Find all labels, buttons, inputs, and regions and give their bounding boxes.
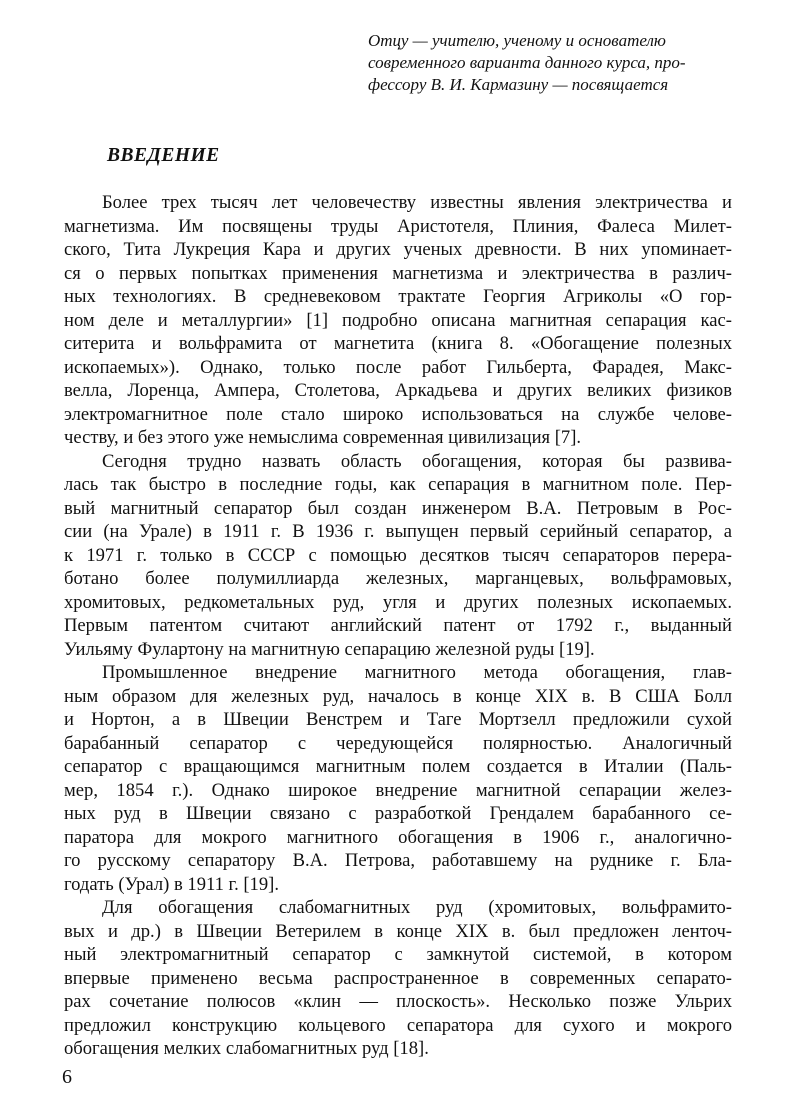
section-heading: ВВЕДЕНИЕ [107,145,220,166]
paragraph [64,450,732,662]
paragraph [64,896,732,1061]
text-line: сии (на Урале) в 1911 г. В 1936 г. выпущен первый серийный сепаратор, а [64,521,732,542]
paragraph [64,191,732,450]
text-line: электромагнитное поле стало широко использоваться на службе челове- [64,403,732,425]
body-text [64,191,732,1061]
dedication-line: Отцу — учителю, ученому и основателю [368,31,666,50]
text-line: предложил конструкцию кольцевого сепаратора для сухого и мокрого [64,1014,732,1036]
dedication-line: фессору В. И. Кармазину — посвящается [368,75,669,94]
text-line: честву, и без этого уже немыслима современная цивилизация [7]. [64,427,582,448]
text-line: годать (Урал) в 1911 г. [19]. [64,873,279,895]
text-line: ботано более полумиллиарда железных, марганцевых, вольфрамовых, [64,568,732,589]
text-line: ископаемых»). Однако, только после работ Гильберта, Фарадея, Макс- [64,356,732,378]
text-line: обогащения мелких слабомагнитных руд [18]. [64,1038,429,1059]
text-line: Промышленное внедрение магнитного метода обогащения, глав- [102,662,732,683]
text-line: ситерита и вольфрамита от магнетита (книга 8. «Обогащение полезных [64,333,732,354]
dedication [368,30,740,96]
paragraph [64,661,732,896]
page-number: 6 [62,1066,72,1088]
text-line: вый магнитный сепаратор был создан инженером В.А. Петровым в Рос- [64,497,732,519]
text-line: и Нортон, а в Швеции Венстрем и Таге Мортзелл предложили сухой [64,709,732,730]
text-line: мер, 1854 г.). Однако широкое внедрение магнитной сепарации желез- [64,779,732,801]
text-line: рах сочетание полюсов «клин — плоскость». Несколько позже Ульрих [64,991,732,1012]
text-line: ных технологиях. В средневековом трактате Георгия Агриколы «О гор- [64,286,732,307]
text-line: паратора для мокрого магнитного обогащения в 1906 г., аналогично- [64,826,732,848]
text-line: Для обогащения слабомагнитных руд (хромитовых, вольфрамито- [102,897,732,918]
dedication-line: современного варианта данного курса, про- [368,53,686,72]
text-line: ным образом для железных руд, началось в конце XIX в. В США Болл [64,685,732,707]
text-line: барабанный сепаратор с чередующейся полярностью. Аналогичный [64,732,732,754]
text-line: впервые применено весьма распространенное в современных сепарато- [64,967,732,989]
text-line: ных руд в Швеции связано с разработкой Грендалем барабанного се- [64,803,732,824]
text-line: магнетизма. Им посвящены труды Аристотеля, Плиния, Фалеса Милет- [64,215,732,237]
text-line: Уильяму Фулартону на магнитную сепарацию железной руды [19]. [64,638,595,660]
text-line: сепаратор с вращающимся магнитным полем создается в Италии (Паль- [64,756,732,777]
text-line: ского, Тита Лукреция Кара и других ученых древности. В них упоминает- [64,239,732,260]
text-line: хромитовых, редкометальных руд, угля и других полезных ископаемых. [64,591,732,613]
text-line: ный электромагнитный сепаратор с замкнутой системой, в котором [64,944,732,965]
text-line: лась так быстро в последние годы, как сепарация в магнитном поле. Пер- [64,474,732,495]
text-line: ном деле и металлургии» [1] подробно описана магнитная сепарация кас- [64,309,732,331]
text-line: ся о первых попытках применения магнетизма и электричества в различ- [64,262,732,284]
text-line: Первым патентом считают английский патент от 1792 г., выданный [64,615,732,636]
text-line: к 1971 г. только в СССР с помощью десятков тысяч сепараторов перера- [64,544,732,566]
text-line: Сегодня трудно назвать область обогащения, которая бы развива- [102,450,732,472]
text-line: велла, Лоренца, Ампера, Столетова, Аркадьева и других великих физиков [64,380,732,401]
text-line: го русскому сепаратору В.А. Петрова, работавшему на руднике г. Бла- [64,850,732,871]
text-line: вых и др.) в Швеции Ветерилем в конце XIX в. был предложен ленточ- [64,920,732,942]
text-line: Более трех тысяч лет человечеству известны явления электричества и [102,192,732,213]
